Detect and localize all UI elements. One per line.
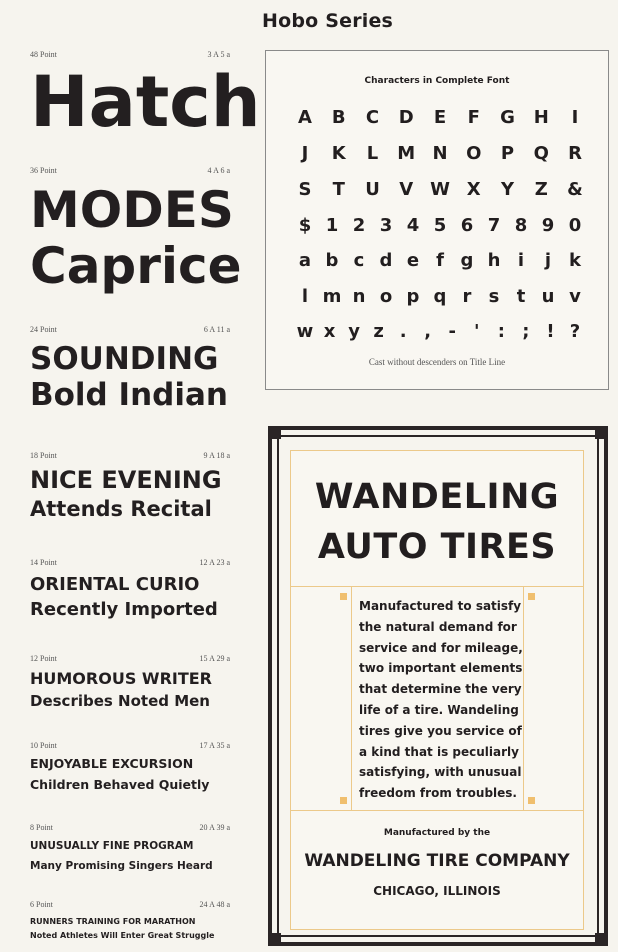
- font-character: !: [546, 321, 555, 342]
- font-character: N: [432, 143, 448, 164]
- font-character: V: [399, 179, 414, 200]
- font-character: .: [399, 321, 407, 342]
- advertisement: [268, 426, 608, 946]
- corner-ornament: [595, 933, 604, 942]
- body-line: Manufactured to satisfy: [359, 599, 522, 613]
- specimen-line: Caprice: [30, 237, 242, 295]
- square-ornament: [528, 593, 535, 600]
- specimen-line: Attends Recital: [30, 497, 212, 521]
- font-character: -: [448, 321, 456, 342]
- specimen-line: NICE EVENING: [30, 466, 222, 494]
- body-line: the natural demand for: [359, 619, 517, 634]
- body-line: satisfying, with unusual: [359, 765, 522, 780]
- company-name: WANDELING TIRE COMPANY: [304, 851, 570, 871]
- font-character: h: [487, 250, 501, 271]
- specimen-count: 3 A 5 a: [207, 50, 230, 59]
- font-character: J: [301, 143, 309, 164]
- specimen-size: 14 Point: [30, 558, 57, 567]
- body-line: tires give you service of: [359, 723, 522, 738]
- specimen-line: HUMOROUS WRITER: [30, 669, 212, 688]
- font-character: X: [466, 179, 481, 200]
- font-character: x: [323, 321, 336, 342]
- character-row: [300, 107, 580, 131]
- font-character: Z: [534, 179, 548, 200]
- specimen-size: 8 Point: [30, 823, 53, 832]
- font-character: E: [433, 107, 447, 128]
- font-character: Q: [533, 143, 549, 164]
- font-character: $: [298, 215, 312, 236]
- cast-note: Cast without descenders on Title Line: [368, 357, 506, 367]
- font-character: &: [567, 179, 583, 200]
- specimen-24pt: [30, 325, 230, 411]
- font-character: K: [331, 143, 346, 164]
- font-character: j: [544, 250, 552, 271]
- specimen-line: Describes Noted Men: [30, 692, 210, 710]
- headline-line: WANDELING: [314, 477, 560, 517]
- company-city: CHICAGO, ILLINOIS: [373, 884, 501, 898]
- square-ornament: [528, 797, 535, 804]
- font-character: U: [365, 179, 380, 200]
- font-character: ?: [569, 321, 581, 342]
- font-character: C: [365, 107, 380, 128]
- frame-rule: [268, 942, 608, 946]
- font-character: l: [301, 286, 309, 307]
- font-character: i: [517, 250, 525, 271]
- font-character: R: [568, 143, 582, 164]
- font-character: A: [298, 107, 312, 128]
- corner-ornament: [595, 430, 604, 439]
- frame-rule: [268, 426, 608, 430]
- font-character: M: [397, 143, 416, 164]
- specimen-count: 4 A 6 a: [207, 166, 230, 175]
- specimen-line: Hatch: [30, 61, 261, 143]
- font-character: p: [406, 286, 420, 307]
- font-character: q: [433, 286, 447, 307]
- body-line: a kind that is peculiarly: [359, 744, 519, 759]
- font-character: ;: [522, 321, 530, 342]
- font-character: G: [500, 107, 515, 128]
- character-set-title: Characters in Complete Font: [364, 76, 510, 86]
- corner-ornament: [272, 430, 281, 439]
- font-character: e: [406, 250, 420, 271]
- specimen-size: 24 Point: [30, 325, 57, 334]
- frame-rule: [604, 426, 608, 946]
- specimen-size: 36 Point: [30, 166, 57, 175]
- divider: [291, 586, 583, 587]
- body-line: freedom from troubles.: [359, 786, 517, 801]
- font-character: O: [466, 143, 482, 164]
- font-character: H: [533, 107, 549, 128]
- specimen-line: MODES: [30, 181, 234, 239]
- frame-rule: [277, 436, 279, 936]
- character-row: [300, 250, 580, 274]
- font-character: w: [296, 321, 314, 342]
- specimen-size: 18 Point: [30, 451, 57, 460]
- font-character: r: [462, 286, 472, 307]
- font-character: Y: [500, 179, 515, 200]
- character-set-box: [265, 50, 609, 390]
- square-ornament: [340, 593, 347, 600]
- frame-rule: [278, 935, 598, 937]
- frame-rule: [278, 435, 598, 437]
- specimen-count: 24 A 48 a: [199, 900, 230, 909]
- specimen-48pt: [30, 50, 261, 143]
- corner-ornament: [272, 933, 281, 942]
- font-character: 7: [487, 215, 501, 236]
- font-character: y: [348, 321, 360, 342]
- font-character: 5: [433, 215, 447, 236]
- character-row: [296, 321, 581, 345]
- frame-rule: [597, 436, 599, 936]
- square-ornament: [340, 797, 347, 804]
- font-character: 8: [514, 215, 528, 236]
- specimen-12pt: [30, 654, 230, 709]
- specimen-size: 6 Point: [30, 900, 53, 909]
- font-character: v: [569, 286, 581, 307]
- frame-rule: [268, 426, 272, 946]
- body-line: life of a tire. Wandeling: [359, 702, 519, 717]
- specimen-line: Noted Athletes Will Enter Great Struggle: [30, 931, 215, 940]
- specimen-line: SOUNDING: [30, 341, 219, 377]
- body-line: two important elements: [359, 661, 523, 676]
- character-row: [298, 179, 583, 203]
- body-line: that determine the very: [359, 682, 522, 697]
- font-character: 1: [325, 215, 339, 236]
- font-character: ,: [424, 321, 432, 342]
- font-character: s: [488, 286, 500, 307]
- specimen-size: 48 Point: [30, 50, 57, 59]
- specimen-line: UNUSUALLY FINE PROGRAM: [30, 840, 194, 852]
- headline-line: AUTO TIRES: [317, 527, 557, 567]
- specimen-size: 10 Point: [30, 741, 57, 750]
- specimen-line: ENJOYABLE EXCURSION: [30, 756, 194, 771]
- specimen-line: ORIENTAL CURIO: [30, 574, 200, 595]
- body-copy: [359, 596, 527, 804]
- font-character: f: [436, 250, 444, 271]
- specimen-line: Children Behaved Quietly: [30, 776, 210, 792]
- font-character: 9: [541, 215, 555, 236]
- character-row: [300, 215, 580, 239]
- font-character: B: [331, 107, 346, 128]
- font-character: u: [541, 286, 555, 307]
- font-character: F: [467, 107, 480, 128]
- font-character: c: [353, 250, 365, 271]
- font-character: ': [474, 321, 480, 342]
- specimen-line: RUNNERS TRAINING FOR MARATHON: [30, 917, 196, 926]
- font-character: d: [379, 250, 393, 271]
- specimen-count: 15 A 29 a: [199, 654, 230, 663]
- specimen-10pt: [30, 741, 230, 791]
- specimen-line: Recently Imported: [30, 599, 218, 620]
- page-title: Hobo Series: [262, 10, 394, 32]
- font-character: S: [298, 179, 312, 200]
- font-character: t: [516, 286, 526, 307]
- font-character: m: [322, 286, 342, 307]
- specimen-14pt: [30, 558, 230, 619]
- font-character: 0: [568, 215, 582, 236]
- specimen-6pt: [30, 900, 230, 940]
- character-row: [300, 286, 580, 310]
- font-character: L: [366, 143, 379, 164]
- font-character: g: [460, 250, 474, 271]
- font-character: 6: [460, 215, 474, 236]
- specimen-count: 20 A 39 a: [199, 823, 230, 832]
- specimen-line: Bold Indian: [30, 377, 228, 413]
- font-character: D: [398, 107, 414, 128]
- font-character: I: [571, 107, 579, 128]
- specimen-size: 12 Point: [30, 654, 57, 663]
- font-character: 2: [352, 215, 366, 236]
- font-character: a: [298, 250, 312, 271]
- specimen-line: Many Promising Singers Heard: [30, 859, 213, 872]
- character-row: [300, 143, 580, 167]
- specimen-count: 9 A 18 a: [203, 451, 230, 460]
- advertisement-panel: [290, 450, 584, 930]
- specimen-36pt: [30, 166, 242, 295]
- manufactured-by: Manufactured by the: [383, 828, 491, 838]
- specimen-18pt: [30, 451, 230, 520]
- font-character: W: [430, 179, 450, 200]
- font-character: :: [497, 321, 505, 342]
- font-character: o: [379, 286, 393, 307]
- specimen-count: 17 A 35 a: [199, 741, 230, 750]
- font-character: k: [569, 250, 581, 271]
- font-character: T: [332, 179, 345, 200]
- font-character: b: [325, 250, 339, 271]
- divider: [351, 586, 352, 810]
- specimen-8pt: [30, 823, 230, 871]
- specimen-count: 12 A 23 a: [199, 558, 230, 567]
- font-character: 3: [379, 215, 393, 236]
- divider: [291, 810, 583, 811]
- font-character: 4: [406, 215, 420, 236]
- body-line: service and for mileage,: [359, 640, 523, 655]
- font-character: z: [373, 321, 384, 342]
- specimen-count: 6 A 11 a: [203, 325, 230, 334]
- font-character: P: [500, 143, 515, 164]
- font-character: n: [352, 286, 366, 307]
